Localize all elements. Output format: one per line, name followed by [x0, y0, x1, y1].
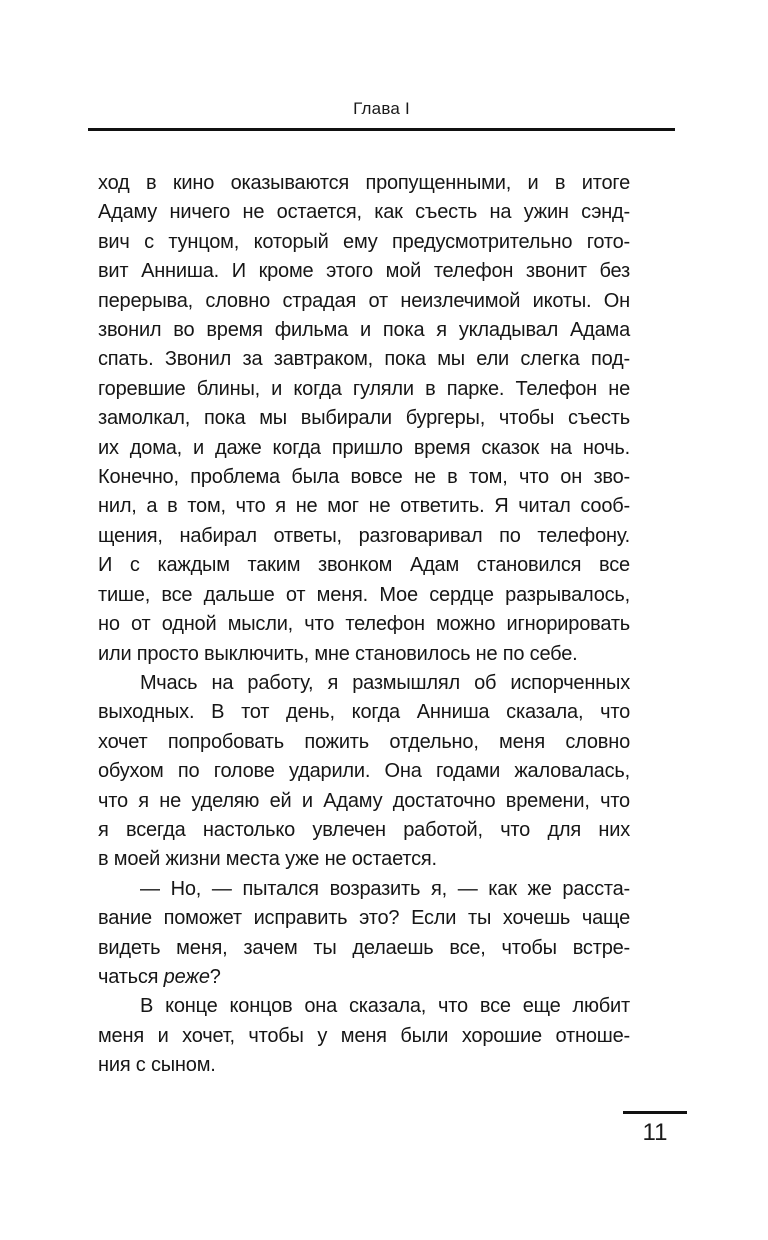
- text-line: И с каждым таким звонком Адам становился все: [98, 554, 630, 577]
- text-line: ход в кино оказываются пропущенными, и в итоге: [98, 172, 630, 194]
- text-line: замолкал, пока мы выбирали бургеры, чтобы съесть: [98, 407, 630, 430]
- text-line: щения, набирал ответы, разговаривал по телефону.: [98, 524, 630, 547]
- text-line: их дома, и даже когда пришло время сказок на ночь.: [98, 436, 630, 459]
- text-line: я всегда настолько увлечен работой, что для них: [98, 818, 630, 841]
- text-line: вание поможет исправить это? Если ты хочешь чаще: [98, 907, 630, 930]
- text-line: видеть меня, зачем ты делаешь все, чтобы встре-: [98, 936, 630, 959]
- text-line: горевшие блины, и когда гуляли в парке. Телефон не: [98, 377, 630, 400]
- text-line: — Но, — пытался возразить я, — как же расста-: [140, 877, 630, 900]
- header-rule-divider: [88, 128, 675, 131]
- text-line: спать. Звонил за завтраком, пока мы ели слегка под-: [98, 348, 630, 371]
- text-line: выходных. В тот день, когда Анниша сказала, что: [98, 701, 630, 724]
- page-body-text: [98, 169, 630, 1081]
- text-line: вит Анниша. И кроме этого мой телефон звонит без: [98, 260, 630, 283]
- text-line: или просто выключить, мне становилось не по себе.: [98, 642, 578, 665]
- text-line: что я не уделяю ей и Адаму достаточно времени, что: [98, 789, 630, 812]
- text-line: В конце концов она сказала, что все еще любит: [140, 995, 630, 1018]
- text-line: в моей жизни места уже не остается.: [98, 848, 437, 871]
- text-line: но от одной мысли, что телефон можно игнорировать: [98, 613, 630, 636]
- text-line: обухом по голове ударили. Она годами жаловалась,: [98, 760, 630, 783]
- text-line: хочет попробовать пожить отдельно, меня словно: [98, 730, 630, 753]
- text-line: чаться реже?: [98, 965, 221, 988]
- italic-emphasis: реже: [163, 965, 210, 988]
- text-line: ния с сыном.: [98, 1054, 216, 1077]
- text-line: Мчась на работу, я размышлял об испорченных: [140, 671, 630, 694]
- text-line: меня и хочет, чтобы у меня были хорошие отноше-: [98, 1024, 630, 1047]
- text-line: Адаму ничего не остается, как съесть на ужин сэнд-: [98, 201, 630, 224]
- chapter-heading: Глава I: [353, 99, 410, 118]
- text-line: звонил во время фильма и пока я укладывал Адама: [98, 319, 630, 342]
- text-line: Конечно, проблема была вовсе не в том, что он зво-: [98, 466, 630, 489]
- text-line: тише, все дальше от меня. Мое сердце разрывалось,: [98, 583, 630, 606]
- page-number: 11: [642, 1119, 668, 1146]
- text-line: перерыва, словно страдая от неизлечимой икоты. Он: [98, 289, 630, 312]
- text-line: нил, а в том, что я не мог не ответить. Я читал сооб-: [98, 495, 630, 518]
- footer-rule-divider: [623, 1111, 687, 1114]
- text-line: вич с тунцом, который ему предусмотрительно гото-: [98, 230, 630, 253]
